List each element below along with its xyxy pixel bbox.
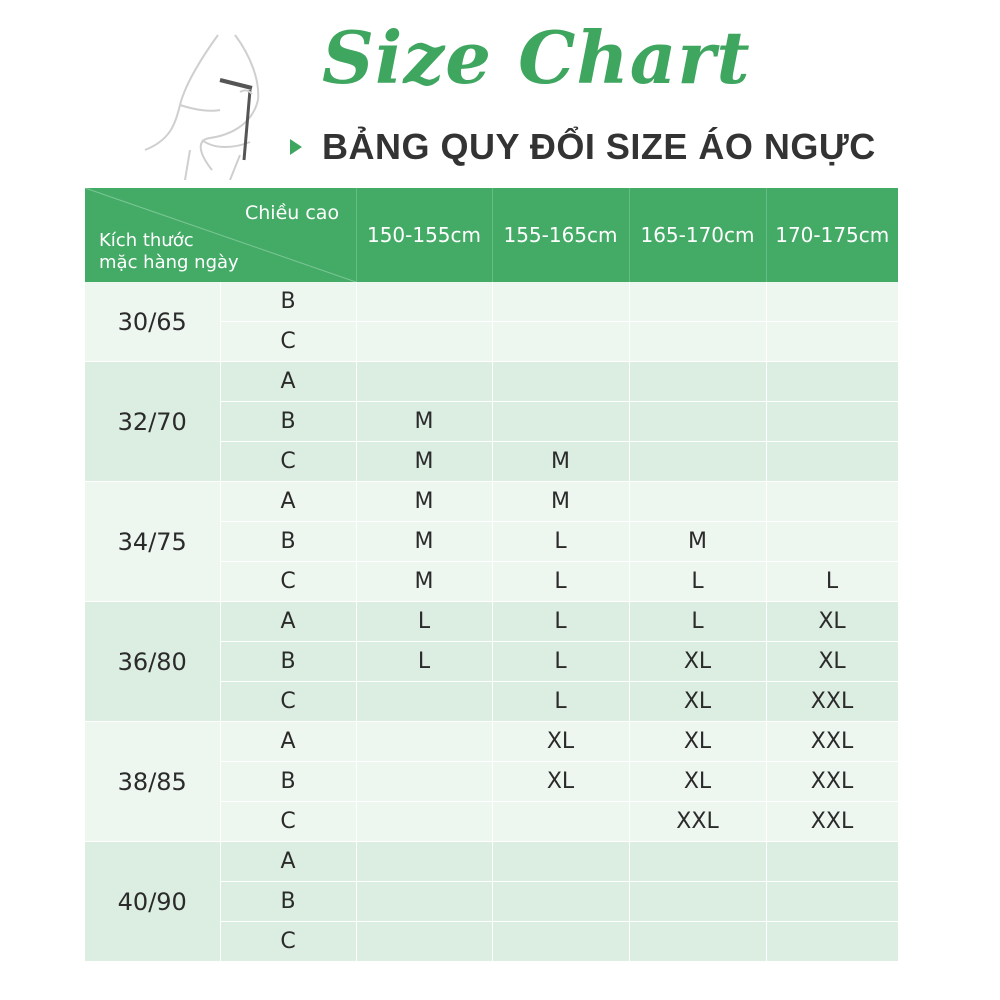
size-value-cell bbox=[356, 882, 492, 922]
size-value-cell: M bbox=[629, 522, 766, 562]
cup-cell: C bbox=[220, 802, 356, 842]
size-value-cell bbox=[492, 282, 629, 322]
height-axis-label: Chiều cao bbox=[245, 202, 340, 224]
size-value-cell bbox=[766, 322, 898, 362]
size-value-cell: L bbox=[492, 602, 629, 642]
table-row bbox=[85, 362, 898, 402]
size-value-cell: XL bbox=[629, 642, 766, 682]
size-value-cell bbox=[629, 362, 766, 402]
size-value-cell bbox=[356, 842, 492, 882]
size-value-cell bbox=[766, 282, 898, 322]
size-axis-label: Kích thước mặc hàng ngày bbox=[99, 230, 239, 273]
table-row bbox=[85, 842, 898, 882]
bra-size-cell: 34/75 bbox=[85, 482, 220, 602]
size-value-cell: XL bbox=[629, 762, 766, 802]
size-value-cell: XL bbox=[629, 722, 766, 762]
size-value-cell: XL bbox=[492, 722, 629, 762]
size-value-cell bbox=[492, 842, 629, 882]
cup-cell: B bbox=[220, 522, 356, 562]
size-value-cell bbox=[629, 842, 766, 882]
table-corner-header bbox=[85, 188, 356, 282]
cup-cell: A bbox=[220, 842, 356, 882]
size-value-cell: L bbox=[492, 642, 629, 682]
size-value-cell bbox=[356, 322, 492, 362]
arrow-right-icon bbox=[290, 139, 302, 155]
cup-cell: C bbox=[220, 922, 356, 962]
size-value-cell bbox=[356, 762, 492, 802]
size-value-cell bbox=[356, 682, 492, 722]
cup-cell: B bbox=[220, 282, 356, 322]
cup-cell: C bbox=[220, 442, 356, 482]
column-header: 165-170cm bbox=[629, 188, 766, 282]
size-value-cell: L bbox=[629, 602, 766, 642]
size-value-cell: XL bbox=[492, 762, 629, 802]
size-value-cell bbox=[766, 402, 898, 442]
size-chart-table bbox=[85, 188, 899, 962]
table-header-row bbox=[85, 188, 898, 282]
size-value-cell bbox=[629, 322, 766, 362]
cup-cell: B bbox=[220, 402, 356, 442]
size-value-cell bbox=[492, 402, 629, 442]
size-value-cell: M bbox=[356, 442, 492, 482]
size-value-cell bbox=[629, 282, 766, 322]
bra-size-cell: 32/70 bbox=[85, 362, 220, 482]
column-header: 155-165cm bbox=[492, 188, 629, 282]
cup-cell: A bbox=[220, 482, 356, 522]
size-value-cell bbox=[356, 282, 492, 322]
table-body bbox=[85, 282, 898, 962]
cup-cell: A bbox=[220, 602, 356, 642]
size-value-cell: XL bbox=[766, 642, 898, 682]
size-value-cell: XL bbox=[629, 682, 766, 722]
size-value-cell bbox=[766, 842, 898, 882]
size-value-cell: M bbox=[356, 402, 492, 442]
size-value-cell: L bbox=[766, 562, 898, 602]
subtitle-text: BẢNG QUY ĐỔI SIZE ÁO NGỰC bbox=[322, 126, 876, 167]
size-value-cell bbox=[766, 442, 898, 482]
size-value-cell: L bbox=[356, 602, 492, 642]
cup-cell: C bbox=[220, 562, 356, 602]
page-title: Size Chart bbox=[322, 15, 751, 100]
column-header: 150-155cm bbox=[356, 188, 492, 282]
measuring-figure-illustration bbox=[140, 30, 270, 180]
size-value-cell: L bbox=[356, 642, 492, 682]
size-value-cell bbox=[766, 922, 898, 962]
cup-cell: C bbox=[220, 682, 356, 722]
cup-cell: A bbox=[220, 362, 356, 402]
size-value-cell: XXL bbox=[766, 722, 898, 762]
size-value-cell bbox=[766, 482, 898, 522]
bra-size-cell: 36/80 bbox=[85, 602, 220, 722]
column-header: 170-175cm bbox=[766, 188, 898, 282]
size-value-cell bbox=[629, 922, 766, 962]
size-value-cell bbox=[356, 922, 492, 962]
size-value-cell: XXL bbox=[629, 802, 766, 842]
size-value-cell bbox=[492, 922, 629, 962]
size-value-cell: L bbox=[492, 522, 629, 562]
cup-cell: B bbox=[220, 762, 356, 802]
size-value-cell bbox=[356, 802, 492, 842]
table-row bbox=[85, 482, 898, 522]
size-value-cell bbox=[492, 882, 629, 922]
size-value-cell bbox=[629, 402, 766, 442]
size-value-cell: M bbox=[356, 482, 492, 522]
table-row bbox=[85, 282, 898, 322]
size-value-cell: L bbox=[629, 562, 766, 602]
size-value-cell: L bbox=[492, 682, 629, 722]
size-value-cell: L bbox=[492, 562, 629, 602]
size-value-cell bbox=[766, 522, 898, 562]
size-value-cell: M bbox=[356, 522, 492, 562]
size-value-cell bbox=[492, 362, 629, 402]
cup-cell: C bbox=[220, 322, 356, 362]
bra-size-cell: 38/85 bbox=[85, 722, 220, 842]
size-value-cell: M bbox=[492, 442, 629, 482]
table-row bbox=[85, 602, 898, 642]
size-value-cell bbox=[629, 882, 766, 922]
size-value-cell bbox=[629, 442, 766, 482]
bra-size-cell: 40/90 bbox=[85, 842, 220, 962]
size-value-cell bbox=[766, 882, 898, 922]
size-value-cell bbox=[629, 482, 766, 522]
size-value-cell bbox=[492, 802, 629, 842]
cup-cell: A bbox=[220, 722, 356, 762]
size-value-cell: M bbox=[492, 482, 629, 522]
size-value-cell bbox=[766, 362, 898, 402]
size-value-cell: XXL bbox=[766, 762, 898, 802]
size-value-cell bbox=[356, 362, 492, 402]
page-subtitle bbox=[290, 126, 876, 168]
size-value-cell: XL bbox=[766, 602, 898, 642]
size-value-cell: XXL bbox=[766, 682, 898, 722]
size-value-cell bbox=[492, 322, 629, 362]
size-value-cell: M bbox=[356, 562, 492, 602]
cup-cell: B bbox=[220, 642, 356, 682]
cup-cell: B bbox=[220, 882, 356, 922]
size-value-cell: XXL bbox=[766, 802, 898, 842]
size-value-cell bbox=[356, 722, 492, 762]
table-row bbox=[85, 722, 898, 762]
bra-size-cell: 30/65 bbox=[85, 282, 220, 362]
